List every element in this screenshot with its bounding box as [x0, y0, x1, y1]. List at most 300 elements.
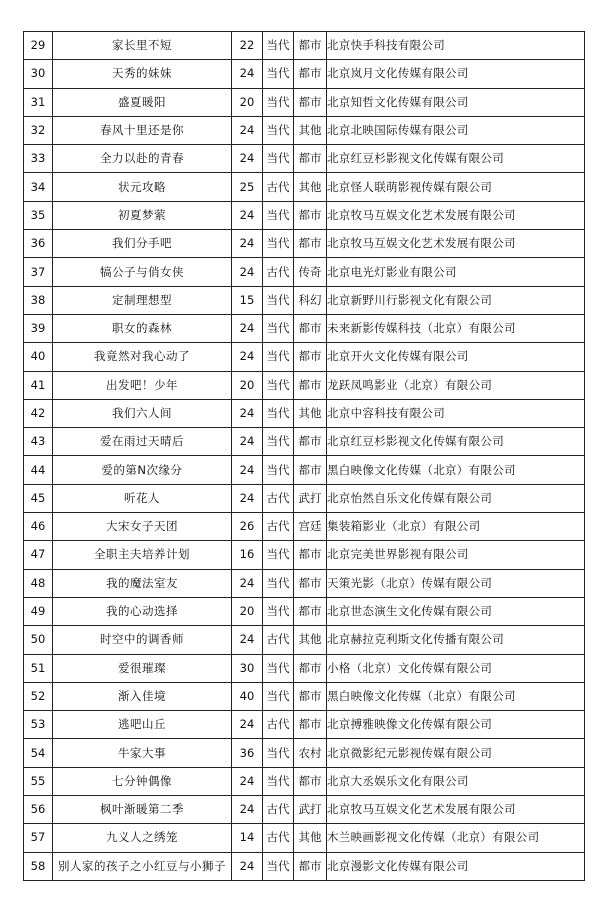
genre-label-text: 其他 [298, 123, 322, 138]
drama-title-text: 盛夏暖阳 [118, 94, 166, 109]
episode-count [232, 796, 263, 824]
genre-label [294, 286, 327, 314]
genre-label [294, 145, 327, 173]
genre-label [294, 88, 327, 116]
episode-count [232, 739, 263, 767]
genre-label-text: 都市 [298, 236, 322, 251]
episode-count-text: 24 [239, 802, 255, 817]
episode-count [232, 201, 263, 229]
producer-company [327, 371, 585, 399]
row-number-text: 33 [30, 151, 46, 166]
episode-count-text: 36 [239, 745, 255, 760]
era-label-text: 当代 [266, 321, 290, 336]
row-number [24, 230, 53, 258]
era-label-text: 古代 [266, 490, 290, 505]
drama-title-text: 大宋女子天团 [106, 519, 178, 534]
genre-label-text: 都市 [298, 604, 322, 619]
drama-title [53, 258, 232, 286]
episode-count [232, 541, 263, 569]
table-row [24, 513, 585, 541]
episode-count [232, 32, 263, 60]
era-label-text: 当代 [266, 660, 290, 675]
producer-company [327, 258, 585, 286]
drama-title [53, 314, 232, 342]
row-number-text: 36 [30, 236, 46, 251]
table-row [24, 371, 585, 399]
table-row [24, 230, 585, 258]
episode-count-text: 14 [239, 830, 255, 845]
era-label-text: 古代 [266, 519, 290, 534]
genre-label-text: 都市 [298, 688, 322, 703]
producer-company [327, 32, 585, 60]
drama-title [53, 173, 232, 201]
drama-title-text: 九义人之绣笼 [106, 830, 178, 845]
era-label [263, 399, 294, 427]
genre-label-text: 科幻 [298, 292, 322, 307]
episode-count [232, 173, 263, 201]
genre-label [294, 32, 327, 60]
producer-company [327, 824, 585, 852]
era-label-text: 当代 [266, 94, 290, 109]
table-row [24, 824, 585, 852]
row-number [24, 314, 53, 342]
table-body [24, 32, 585, 881]
row-number-text: 43 [30, 434, 46, 449]
drama-title-text: 犒公子与俏女侠 [100, 264, 184, 279]
episode-count [232, 230, 263, 258]
drama-title-text: 我的心动选择 [106, 604, 178, 619]
genre-label [294, 541, 327, 569]
row-number-text: 47 [30, 547, 46, 562]
drama-title-text: 我的魔法室友 [106, 575, 178, 590]
table-row [24, 456, 585, 484]
drama-title [53, 796, 232, 824]
row-number-text: 38 [30, 292, 46, 307]
genre-label-text: 武打 [298, 802, 322, 817]
episode-count-text: 20 [239, 94, 255, 109]
producer-company [327, 796, 585, 824]
episode-count [232, 654, 263, 682]
row-number-text: 31 [30, 94, 46, 109]
producer-company [327, 116, 585, 144]
producer-company-text: 小格（北京）文化传媒有限公司 [327, 660, 493, 675]
drama-title [53, 230, 232, 258]
row-number [24, 597, 53, 625]
producer-company [327, 711, 585, 739]
table-row [24, 626, 585, 654]
drama-title-text: 我竟然对我心动了 [94, 349, 190, 364]
drama-title-text: 初夏梦萦 [118, 207, 166, 222]
row-number-text: 29 [30, 38, 46, 53]
drama-title-text: 全力以赴的青春 [100, 151, 184, 166]
genre-label [294, 173, 327, 201]
episode-count-text: 24 [239, 321, 255, 336]
table-row [24, 711, 585, 739]
era-label [263, 343, 294, 371]
row-number-text: 32 [30, 123, 46, 138]
genre-label [294, 343, 327, 371]
row-number [24, 145, 53, 173]
episode-count-text: 22 [239, 38, 255, 53]
genre-label [294, 796, 327, 824]
era-label-text: 当代 [266, 773, 290, 788]
era-label [263, 230, 294, 258]
drama-registration-table [23, 31, 585, 881]
era-label-text: 古代 [266, 717, 290, 732]
episode-count [232, 513, 263, 541]
era-label [263, 626, 294, 654]
row-number-text: 46 [30, 519, 46, 534]
genre-label [294, 60, 327, 88]
drama-title [53, 116, 232, 144]
producer-company [327, 484, 585, 512]
era-label-text: 当代 [266, 858, 290, 873]
row-number [24, 541, 53, 569]
drama-title [53, 626, 232, 654]
drama-title-text: 全职主夫培养计划 [94, 547, 190, 562]
row-number [24, 456, 53, 484]
era-label-text: 当代 [266, 349, 290, 364]
genre-label-text: 都市 [298, 717, 322, 732]
table-row [24, 428, 585, 456]
table-row [24, 569, 585, 597]
era-label [263, 201, 294, 229]
producer-company-text: 黑白映像文化传媒（北京）有限公司 [327, 688, 516, 703]
table-row [24, 60, 585, 88]
drama-title-text: 时空中的调香师 [100, 632, 184, 647]
producer-company-text: 北京快手科技有限公司 [327, 38, 445, 53]
drama-title [53, 682, 232, 710]
producer-company-text: 北京中容科技有限公司 [327, 406, 445, 420]
producer-company-text: 木兰映画影视文化传媒（北京）有限公司 [327, 830, 540, 845]
era-label-text: 当代 [266, 575, 290, 590]
row-number [24, 824, 53, 852]
genre-label [294, 428, 327, 456]
era-label [263, 428, 294, 456]
episode-count [232, 399, 263, 427]
era-label [263, 767, 294, 795]
genre-label-text: 都市 [298, 547, 322, 562]
genre-label-text: 都市 [298, 207, 322, 222]
genre-label [294, 711, 327, 739]
producer-company [327, 201, 585, 229]
row-number-text: 57 [30, 830, 46, 845]
table-row [24, 116, 585, 144]
episode-count-text: 24 [239, 236, 255, 251]
row-number [24, 428, 53, 456]
drama-title-text: 爱很璀璨 [118, 660, 166, 675]
era-label [263, 371, 294, 399]
genre-label [294, 230, 327, 258]
producer-company-text: 北京红豆杉影视文化传媒有限公司 [327, 434, 504, 449]
producer-company-text: 北京北映国际传媒有限公司 [327, 123, 469, 138]
era-label [263, 258, 294, 286]
drama-title [53, 32, 232, 60]
row-number [24, 852, 53, 880]
producer-company [327, 597, 585, 625]
episode-count [232, 145, 263, 173]
row-number [24, 32, 53, 60]
producer-company [327, 399, 585, 427]
producer-company [327, 230, 585, 258]
producer-company-text: 北京漫影文化传媒有限公司 [327, 858, 469, 873]
genre-label-text: 都市 [298, 377, 322, 392]
episode-count-text: 24 [239, 632, 255, 647]
producer-company-text: 北京怡然自乐文化传媒有限公司 [327, 490, 493, 505]
drama-title [53, 428, 232, 456]
drama-title-text: 别人家的孩子之小红豆与小狮子 [58, 858, 226, 873]
genre-label-text: 都市 [298, 349, 322, 364]
episode-count-text: 24 [239, 406, 255, 420]
table-row [24, 173, 585, 201]
genre-label-text: 农村 [298, 745, 322, 760]
episode-count [232, 682, 263, 710]
table-row [24, 258, 585, 286]
episode-count [232, 597, 263, 625]
row-number [24, 258, 53, 286]
genre-label [294, 654, 327, 682]
era-label-text: 当代 [266, 434, 290, 449]
producer-company [327, 343, 585, 371]
producer-company-text: 未来新影传媒科技（北京）有限公司 [327, 321, 516, 336]
episode-count-text: 24 [239, 66, 255, 81]
episode-count-text: 40 [239, 688, 255, 703]
producer-company-text: 北京完美世界影视有限公司 [327, 547, 469, 562]
producer-company [327, 569, 585, 597]
era-label-text: 当代 [266, 462, 290, 477]
drama-title-text: 我们六人间 [112, 406, 172, 420]
producer-company [327, 456, 585, 484]
era-label-text: 当代 [266, 123, 290, 138]
drama-title [53, 739, 232, 767]
genre-label-text: 都市 [298, 773, 322, 788]
era-label [263, 739, 294, 767]
row-number-text: 30 [30, 66, 46, 81]
genre-label-text: 其他 [298, 632, 322, 647]
episode-count [232, 456, 263, 484]
table-row [24, 88, 585, 116]
era-label [263, 796, 294, 824]
episode-count-text: 24 [239, 151, 255, 166]
drama-title [53, 541, 232, 569]
era-label-text: 当代 [266, 38, 290, 53]
genre-label-text: 都市 [298, 434, 322, 449]
table-row [24, 541, 585, 569]
producer-company [327, 852, 585, 880]
era-label-text: 当代 [266, 688, 290, 703]
era-label [263, 654, 294, 682]
row-number [24, 286, 53, 314]
producer-company [327, 60, 585, 88]
episode-count-text: 24 [239, 773, 255, 788]
table-row [24, 201, 585, 229]
table-row [24, 767, 585, 795]
drama-title-text: 天秀的妹妹 [112, 66, 172, 81]
drama-title [53, 399, 232, 427]
row-number-text: 53 [30, 717, 46, 732]
producer-company-text: 北京怪人联萌影视传媒有限公司 [327, 179, 493, 194]
era-label-text: 古代 [266, 264, 290, 279]
producer-company [327, 428, 585, 456]
producer-company-text: 北京岚月文化传媒有限公司 [327, 66, 469, 81]
episode-count-text: 24 [239, 123, 255, 138]
era-label [263, 456, 294, 484]
producer-company [327, 682, 585, 710]
genre-label-text: 都市 [298, 858, 322, 873]
genre-label-text: 其他 [298, 179, 322, 194]
episode-count [232, 428, 263, 456]
genre-label-text: 都市 [298, 660, 322, 675]
episode-count [232, 258, 263, 286]
genre-label [294, 682, 327, 710]
producer-company [327, 654, 585, 682]
table-row [24, 597, 585, 625]
drama-title-text: 听花人 [124, 490, 160, 505]
genre-label [294, 201, 327, 229]
producer-company [327, 767, 585, 795]
episode-count [232, 343, 263, 371]
row-number-text: 50 [30, 632, 46, 647]
row-number-text: 49 [30, 604, 46, 619]
era-label [263, 852, 294, 880]
producer-company-text: 北京世态演生文化传媒有限公司 [327, 604, 493, 619]
table-row [24, 484, 585, 512]
table-row [24, 739, 585, 767]
row-number-text: 40 [30, 349, 46, 364]
drama-title [53, 569, 232, 597]
era-label-text: 古代 [266, 179, 290, 194]
drama-title [53, 201, 232, 229]
producer-company [327, 739, 585, 767]
row-number-text: 41 [30, 377, 46, 392]
episode-count [232, 314, 263, 342]
episode-count-text: 20 [239, 377, 255, 392]
table-row [24, 286, 585, 314]
episode-count [232, 711, 263, 739]
episode-count [232, 371, 263, 399]
era-label [263, 60, 294, 88]
era-label [263, 314, 294, 342]
row-number [24, 767, 53, 795]
producer-company [327, 173, 585, 201]
episode-count-text: 24 [239, 264, 255, 279]
producer-company-text: 天策光影（北京）传媒有限公司 [327, 575, 493, 590]
table-row [24, 343, 585, 371]
era-label [263, 597, 294, 625]
drama-title [53, 145, 232, 173]
table-row [24, 654, 585, 682]
episode-count [232, 484, 263, 512]
era-label-text: 当代 [266, 406, 290, 420]
producer-company [327, 145, 585, 173]
drama-title [53, 343, 232, 371]
era-label [263, 116, 294, 144]
genre-label-text: 都市 [298, 94, 322, 109]
genre-label-text: 都市 [298, 575, 322, 590]
drama-title-text: 春风十里还是你 [100, 123, 184, 138]
drama-title [53, 371, 232, 399]
row-number [24, 626, 53, 654]
genre-label [294, 824, 327, 852]
table-row [24, 796, 585, 824]
era-label-text: 当代 [266, 745, 290, 760]
era-label [263, 484, 294, 512]
row-number [24, 343, 53, 371]
era-label-text: 当代 [266, 236, 290, 251]
row-number [24, 60, 53, 88]
table-row [24, 314, 585, 342]
drama-title [53, 852, 232, 880]
producer-company [327, 286, 585, 314]
era-label [263, 711, 294, 739]
episode-count [232, 767, 263, 795]
row-number [24, 513, 53, 541]
episode-count [232, 569, 263, 597]
episode-count-text: 24 [239, 349, 255, 364]
episode-count [232, 116, 263, 144]
era-label-text: 当代 [266, 377, 290, 392]
row-number-text: 42 [30, 406, 46, 420]
era-label [263, 682, 294, 710]
drama-title-text: 逃吧山丘 [118, 717, 166, 732]
genre-label-text: 武打 [298, 490, 322, 505]
genre-label-text: 宫廷 [298, 519, 322, 534]
era-label [263, 32, 294, 60]
genre-label [294, 569, 327, 597]
episode-count [232, 88, 263, 116]
table-row [24, 852, 585, 880]
era-label [263, 824, 294, 852]
episode-count-text: 16 [239, 547, 255, 562]
drama-title [53, 456, 232, 484]
era-label [263, 88, 294, 116]
episode-count [232, 60, 263, 88]
genre-label [294, 258, 327, 286]
row-number [24, 173, 53, 201]
producer-company-text: 北京知哲文化传媒有限公司 [327, 94, 469, 109]
table-row [24, 145, 585, 173]
episode-count-text: 26 [239, 519, 255, 534]
drama-title [53, 711, 232, 739]
producer-company-text: 北京微影纪元影视传媒有限公司 [327, 745, 493, 760]
drama-title [53, 824, 232, 852]
genre-label [294, 116, 327, 144]
producer-company-text: 黑白映像文化传媒（北京）有限公司 [327, 462, 516, 477]
drama-title [53, 513, 232, 541]
drama-title-text: 我们分手吧 [112, 236, 172, 251]
producer-company-text: 北京电光灯影业有限公司 [327, 264, 457, 279]
row-number-text: 34 [30, 179, 46, 194]
era-label [263, 569, 294, 597]
episode-count-text: 24 [239, 858, 255, 873]
table-row [24, 682, 585, 710]
producer-company-text: 北京搏雅映像文化传媒有限公司 [327, 717, 493, 732]
row-number [24, 399, 53, 427]
producer-company-text: 北京牧马互娱文化艺术发展有限公司 [327, 802, 516, 817]
era-label [263, 286, 294, 314]
genre-label [294, 852, 327, 880]
row-number-text: 58 [30, 858, 46, 873]
episode-count-text: 24 [239, 575, 255, 590]
episode-count-text: 24 [239, 462, 255, 477]
drama-title-text: 爱的第N次缘分 [101, 462, 183, 477]
drama-title-text: 职女的森林 [112, 321, 172, 336]
row-number-text: 39 [30, 321, 46, 336]
row-number-text: 51 [30, 660, 46, 675]
producer-company [327, 513, 585, 541]
episode-count [232, 626, 263, 654]
drama-title-text: 状元攻略 [118, 179, 166, 194]
